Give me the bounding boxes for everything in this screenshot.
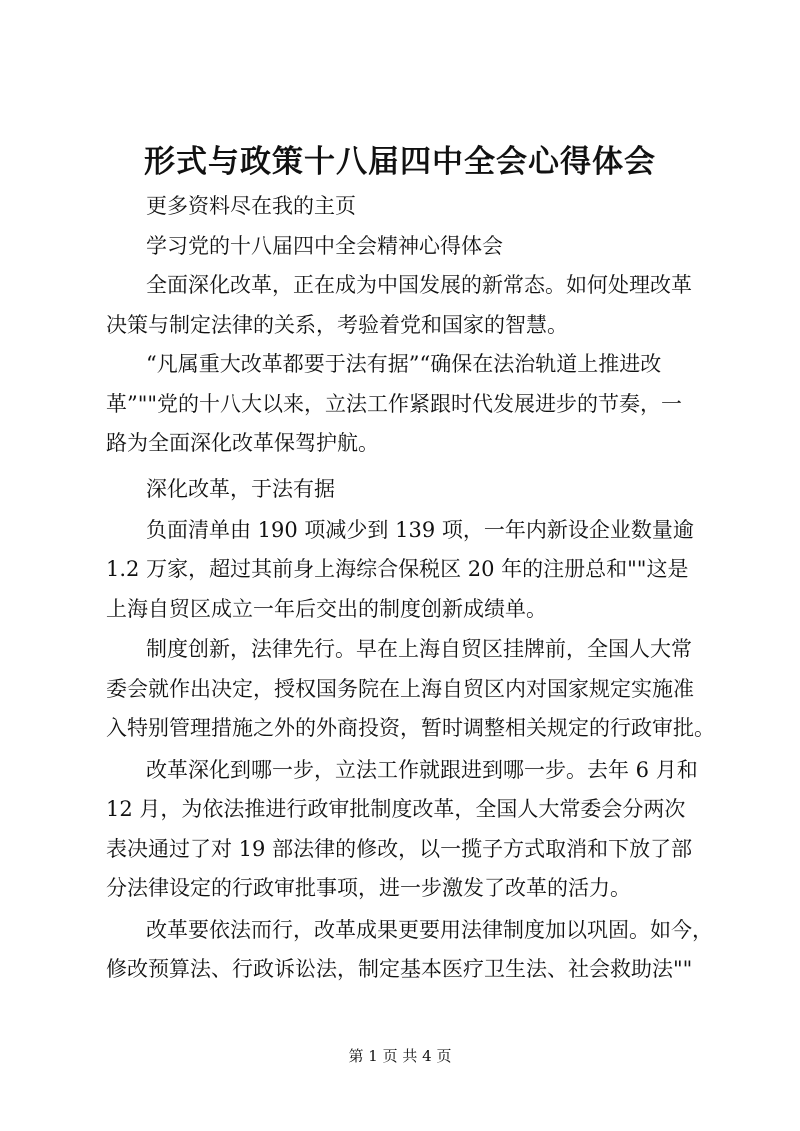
paragraph-line: 更多资料尽在我的主页 — [146, 194, 356, 218]
paragraph-line: 改革深化到哪一步，立法工作就跟进到哪一步。去年 6 月和 — [146, 758, 698, 782]
paragraph-line: “凡属重大改革都要于法有据”“确保在法治轨道上推进改 — [146, 352, 662, 376]
paragraph-line: 全面深化改革，正在成为中国发展的新常态。如何处理改革 — [146, 273, 692, 297]
document-title: 形式与政策十八届四中全会心得体会 — [144, 144, 656, 180]
paragraph-line: 入特别管理措施之外的外商投资，暂时调整相关规定的行政审批。 — [106, 716, 715, 740]
section-heading: 深化改革，于法有据 — [146, 477, 335, 501]
paragraph-line: 委会就作出决定，授权国务院在上海自贸区内对国家规定实施准 — [106, 677, 694, 701]
paragraph-line: 路为全面深化改革保驾护航。 — [106, 431, 379, 455]
paragraph-line: 学习党的十八届四中全会精神心得体会 — [146, 234, 503, 258]
paragraph-line: 1.2 万家，超过其前身上海综合保税区 20 年的注册总和""这是 — [106, 557, 689, 581]
paragraph-line: 12 月，为依法推进行政审批制度改革，全国人大常委会分两次 — [106, 797, 686, 821]
paragraph-line: 分法律设定的行政审批事项，进一步激发了改革的活力。 — [106, 876, 631, 900]
paragraph-line: 负面清单由 190 项减少到 139 项，一年内新设企业数量逾 — [146, 518, 694, 542]
paragraph-line: 决策与制定法律的关系，考验着党和国家的智慧。 — [106, 313, 568, 337]
paragraph-line: 表决通过了对 19 部法律的修改，以一揽子方式取消和下放了部 — [106, 837, 693, 861]
paragraph-line: 制度创新，法律先行。早在上海自贸区挂牌前，全国人大常 — [146, 637, 692, 661]
paragraph-line: 上海自贸区成立一年后交出的制度创新成绩单。 — [106, 597, 547, 621]
page-number-footer: 第 1 页 共 4 页 — [348, 1047, 452, 1065]
paragraph-line: 修改预算法、行政诉讼法，制定基本医疗卫生法、社会救助法"" — [106, 957, 693, 981]
paragraph-line: 革”""党的十八大以来，立法工作紧跟时代发展进步的节奏，一 — [106, 392, 683, 416]
paragraph-line: 改革要依法而行，改革成果更要用法律制度加以巩固。如今， — [146, 918, 713, 942]
